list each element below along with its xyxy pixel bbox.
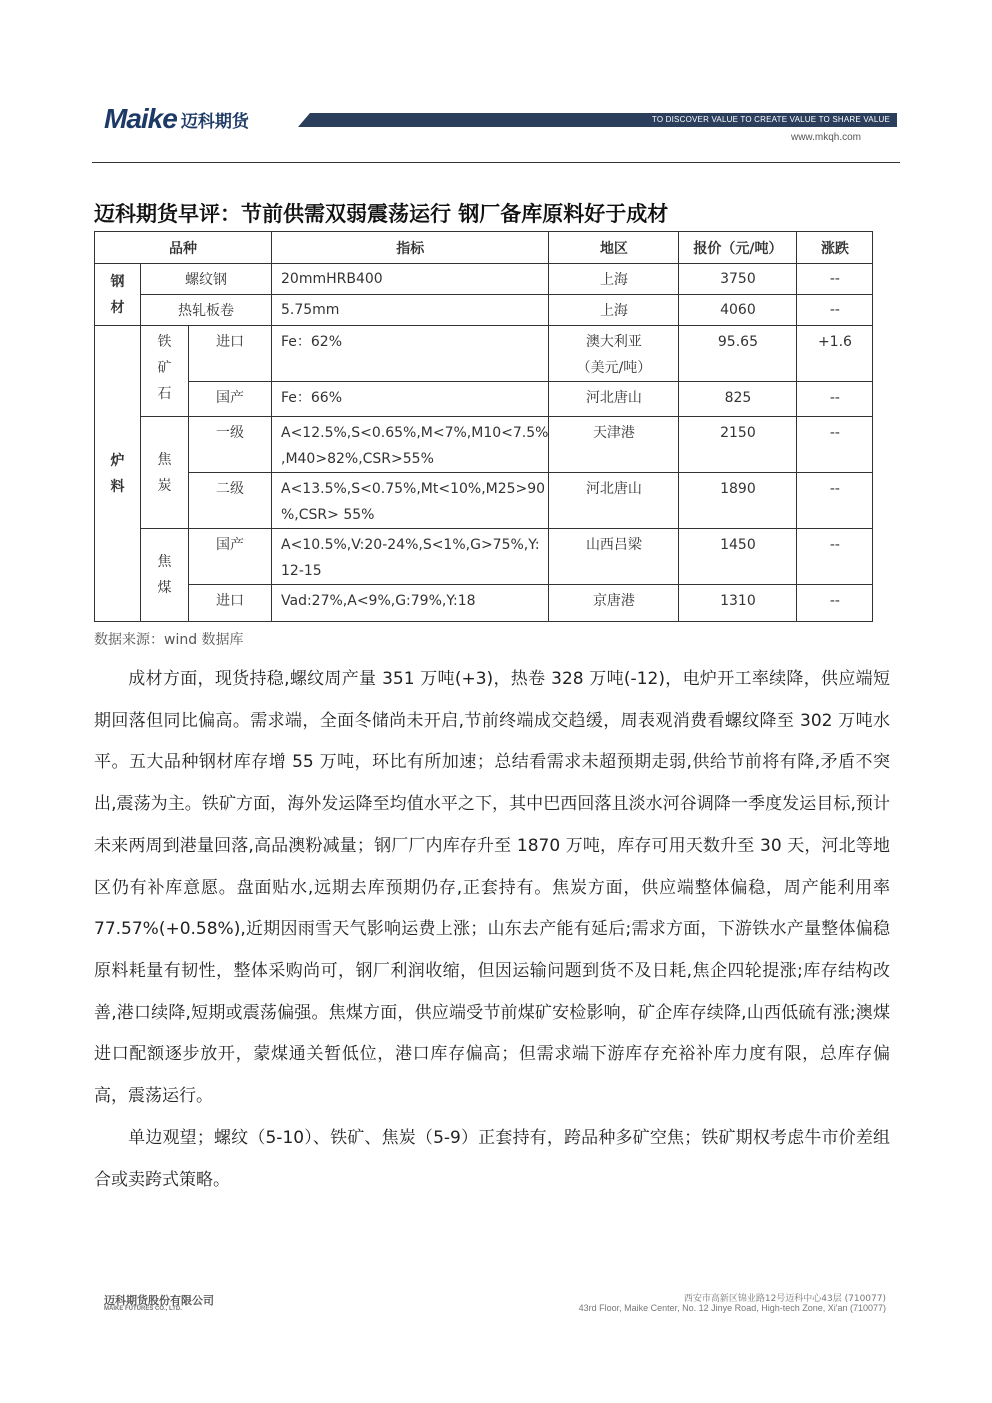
table-row <box>95 529 873 585</box>
item-price: 1450 <box>679 529 797 585</box>
logo-mark: Maike <box>104 103 177 134</box>
item-change: -- <box>797 473 873 529</box>
item-change: -- <box>797 529 873 585</box>
item-region: 澳大利亚 （美元/吨） <box>549 326 679 382</box>
body-paragraph-strategy <box>94 1118 890 1201</box>
header-price: 报价（元/吨） <box>679 232 797 264</box>
table-row <box>95 473 873 529</box>
group-coal <box>141 529 189 622</box>
footer-address-cn: 西安市高新区锦业路12号迈科中心43层 (710077) <box>683 1294 886 1304</box>
item-sub: 进口 <box>189 326 272 382</box>
item-spec: Fe：66% <box>272 382 549 417</box>
group-iron-ore <box>141 326 189 417</box>
item-region: 山西吕梁 <box>549 529 679 585</box>
header-divider <box>92 162 900 163</box>
header-region: 地区 <box>549 232 679 264</box>
item-change: -- <box>797 382 873 417</box>
table-row <box>95 264 873 295</box>
table-row <box>95 417 873 473</box>
item-sub: 一级 <box>189 417 272 473</box>
company-logo <box>104 104 249 134</box>
data-source-note: 数据来源：wind 数据库 <box>94 632 244 648</box>
item-name: 螺纹钢 <box>141 264 272 295</box>
item-price: 3750 <box>679 264 797 295</box>
footer-address-en: 43rd Floor, Maike Center, No. 12 Jinye Road, High-tech Zone, Xi'an (710077) <box>578 1303 886 1313</box>
item-price: 95.65 <box>679 326 797 382</box>
item-name: 热轧板卷 <box>141 295 272 326</box>
table-row <box>95 585 873 622</box>
header-change: 涨跌 <box>797 232 873 264</box>
table-header-row <box>95 232 873 264</box>
item-region: 上海 <box>549 295 679 326</box>
category-steel <box>95 264 141 326</box>
item-sub: 国产 <box>189 382 272 417</box>
item-change: +1.6 <box>797 326 873 382</box>
website-url: www.mkqh.com <box>790 132 861 143</box>
item-price: 4060 <box>679 295 797 326</box>
body-paragraph-analysis <box>94 659 890 1118</box>
category-furnace-label: 炉 料 <box>110 452 125 495</box>
item-spec: 5.75mm <box>272 295 549 326</box>
group-iron-ore-label: 铁 矿 石 <box>157 334 172 402</box>
item-region: 京唐港 <box>549 585 679 622</box>
item-price: 825 <box>679 382 797 417</box>
footer-company-en: MAIKE FUTURES CO., LTD. <box>104 1306 182 1312</box>
item-change: -- <box>797 585 873 622</box>
item-spec: A<10.5%,V:20-24%,S<1%,G>75%,Y: 12-15 <box>272 529 549 585</box>
item-price: 1310 <box>679 585 797 622</box>
item-spec: A<13.5%,S<0.75%,Mt<10%,M25>90 %,CSR> 55% <box>272 473 549 529</box>
item-region: 河北唐山 <box>549 473 679 529</box>
header-variety: 品种 <box>95 232 272 264</box>
item-spec: 20mmHRB400 <box>272 264 549 295</box>
group-coke-label: 焦 炭 <box>157 451 172 494</box>
item-sub: 二级 <box>189 473 272 529</box>
header-indicator: 指标 <box>272 232 549 264</box>
footer-company-cn: 迈科期货股份有限公司 <box>104 1294 214 1307</box>
item-change: -- <box>797 295 873 326</box>
group-coke <box>141 417 189 529</box>
item-price: 1890 <box>679 473 797 529</box>
body-paragraph-text: 单边观望；螺纹（5-10）、铁矿、焦炭（5-9）正套持有，跨品种多矿空焦；铁矿期权考虑牛市价差组合或卖跨式策略。 <box>94 1128 890 1190</box>
item-spec: A<12.5%,S<0.65%,M<7%,M10<7.5% ,M40>82%,CSR>55% <box>272 417 549 473</box>
item-sub: 进口 <box>189 585 272 622</box>
group-coal-label: 焦 煤 <box>157 554 172 596</box>
item-sub: 国产 <box>189 529 272 585</box>
logo-chinese-name: 迈科期货 <box>180 111 249 132</box>
price-table <box>94 231 873 622</box>
item-price: 2150 <box>679 417 797 473</box>
item-region: 河北唐山 <box>549 382 679 417</box>
table-row <box>95 295 873 326</box>
page-title: 迈科期货早评：节前供需双弱震荡运行 钢厂备库原料好于成材 <box>94 202 669 226</box>
item-change: -- <box>797 264 873 295</box>
item-change: -- <box>797 417 873 473</box>
category-steel-label: 钢 材 <box>110 273 125 316</box>
item-region: 上海 <box>549 264 679 295</box>
item-spec: Fe：62% <box>272 326 549 382</box>
item-region: 天津港 <box>549 417 679 473</box>
slogan-text: TO DISCOVER VALUE TO CREATE VALUE TO SHARE VALUE <box>651 115 890 124</box>
table-row <box>95 326 873 382</box>
category-furnace <box>95 326 141 622</box>
body-paragraph-text: 成材方面，现货持稳,螺纹周产量 351 万吨(+3)，热卷 328 万吨(-12)，电炉开工率续降，供应端短期回落但同比偏高。需求端，全面冬储尚未开启,节前终端成交趋缓，周表观消费看螺纹降至 302 万吨水平。五大品种钢材库存增 55 万吨，环比有所加速；总结看需求未超预期走弱,供给节前将有降,矛盾不突出,震荡为主。铁矿方面，海外发运降至均值水平之下，其中巴西回落且淡水河谷调降一季度发运目标,预计未来两周到港量回落,高品澳粉减量；钢厂厂内库存升至 1870 万吨，库存可用天数升至 30 天，河北等地区仍有补库意愿。盘面贴水,远期去库预期仍存,正套持有。焦炭方面，供应端整体偏稳，周产能利用率 77.57%(+0.58%),近期因雨雪天气影响运费上涨；山东去产能有延后;需求方面，下游铁水产量整体偏稳原料耗量有韧性，整体采购尚可，钢厂利润收缩，但因运输问题到货不及日耗,焦企四轮提涨;库存结构改善,港口续降,短期或震荡偏强。焦煤方面，供应端受节前煤矿安检影响，矿企库存续降,山西低硫有涨;澳煤进口配额逐步放开，蒙煤通关暂低位，港口库存偏高；但需求端下游库存充裕补库力度有限，总库存偏高，震荡运行。 <box>94 669 890 1107</box>
table-row <box>95 382 873 417</box>
item-spec: Vad:27%,A<9%,G:79%,Y:18 <box>272 585 549 622</box>
